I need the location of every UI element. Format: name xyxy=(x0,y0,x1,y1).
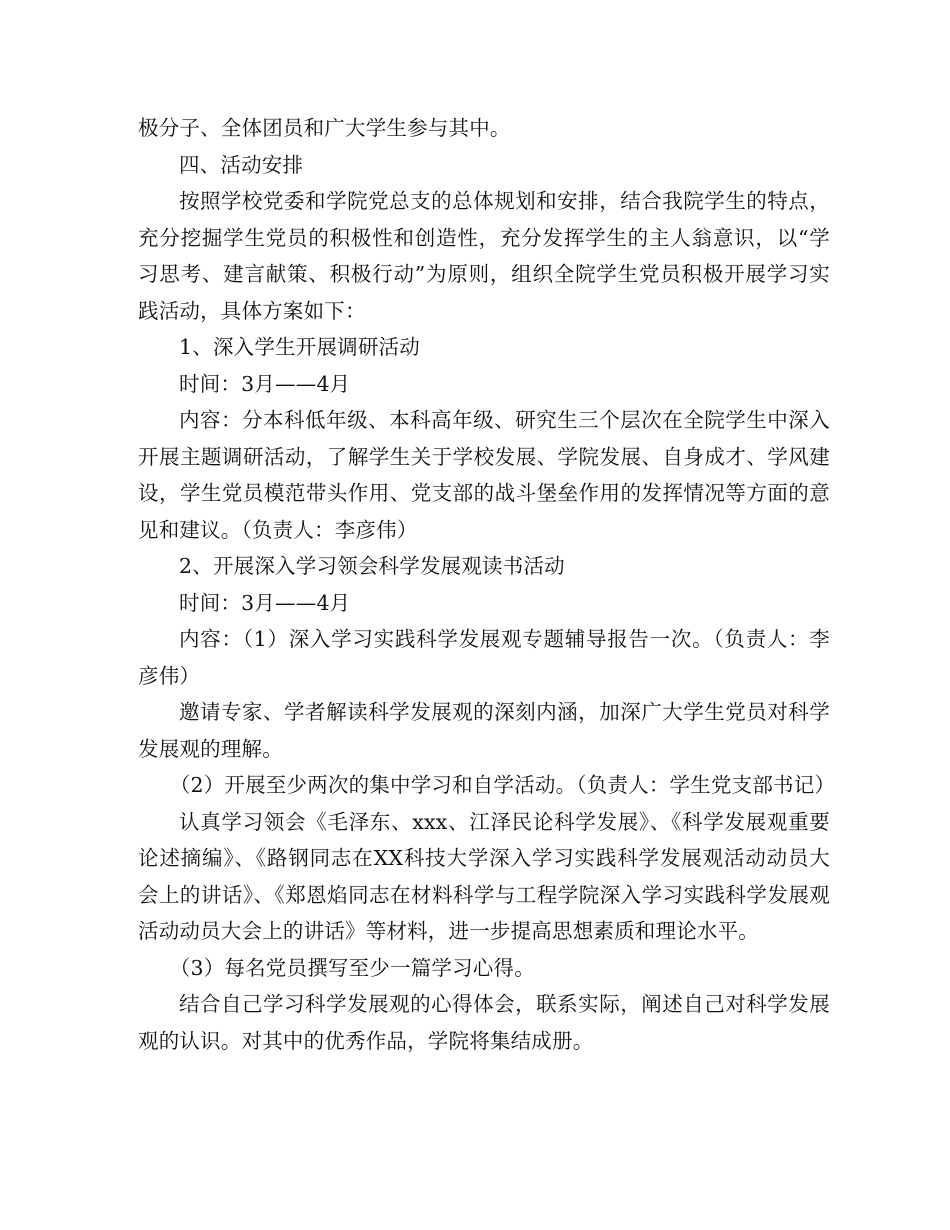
item-heading-2: 2、开展深入学习领会科学发展观读书活动 xyxy=(179,554,565,578)
item-2-time: 时间：3月——4月 xyxy=(179,590,351,615)
item-heading-1: 1、深入学生开展调研活动 xyxy=(179,335,420,359)
item-2-content-3: （3）每名党员撰写至少一篇学习心得。 xyxy=(169,955,535,980)
item-2-content-1: 内容：（1）深入学习实践科学发展观专题辅导报告一次。（负责人：李彦伟） xyxy=(138,627,830,688)
section-heading-activity-arrangement: 四、活动安排 xyxy=(179,152,304,177)
paragraph-continuation: 极分子、全体团员和广大学生参与其中。 xyxy=(138,116,511,140)
item-2-content-2: （2）开展至少两次的集中学习和自学活动。（负责人：学生党支部书记） xyxy=(169,773,836,797)
document-body xyxy=(138,110,836,1059)
item-2-content-3-detail: 结合自己学习科学发展观的心得体会，联系实际，阐述自己对科学发展观的认识。对其中的优秀作品，学院将集结成册。 xyxy=(138,992,830,1053)
paragraph-overview: 按照学校党委和学院党总支的总体规划和安排，结合我院学生的特点，充分挖掘学生党员的积极性和创造性，充分发挥学生的主人翁意识，以“学习思考、建言献策、积极行动”为原则，组织全院学生党员积极开展学习实践活动，具体方案如下： xyxy=(138,189,830,323)
item-1-content: 内容：分本科低年级、本科高年级、研究生三个层次在全院学生中深入开展主题调研活动，了解学生关于学校发展、学院发展、自身成才、学风建设，学生党员模范带头作用、党支部的战斗堡垒作用的发挥情况等方面的意见和建议。（负责人：李彦伟） xyxy=(138,408,830,542)
item-1-time: 时间：3月——4月 xyxy=(179,371,351,396)
item-2-content-1-detail: 邀请专家、学者解读科学发展观的深刻内涵，加深广大学生党员对科学发展观的理解。 xyxy=(138,700,830,761)
item-2-content-2-detail: 认真学习领会《毛泽东、xxx、江泽民论科学发展》、《科学发展观重要论述摘编》、《路钢同志在XX科技大学深入学习实践科学发展观活动动员大会上的讲话》、《郑恩焰同志在材料科学与工程学院深入学习实践科学发展观活动动员大会上的讲话》等材料，进一步提高思想素质和理论水平。 xyxy=(138,809,830,943)
